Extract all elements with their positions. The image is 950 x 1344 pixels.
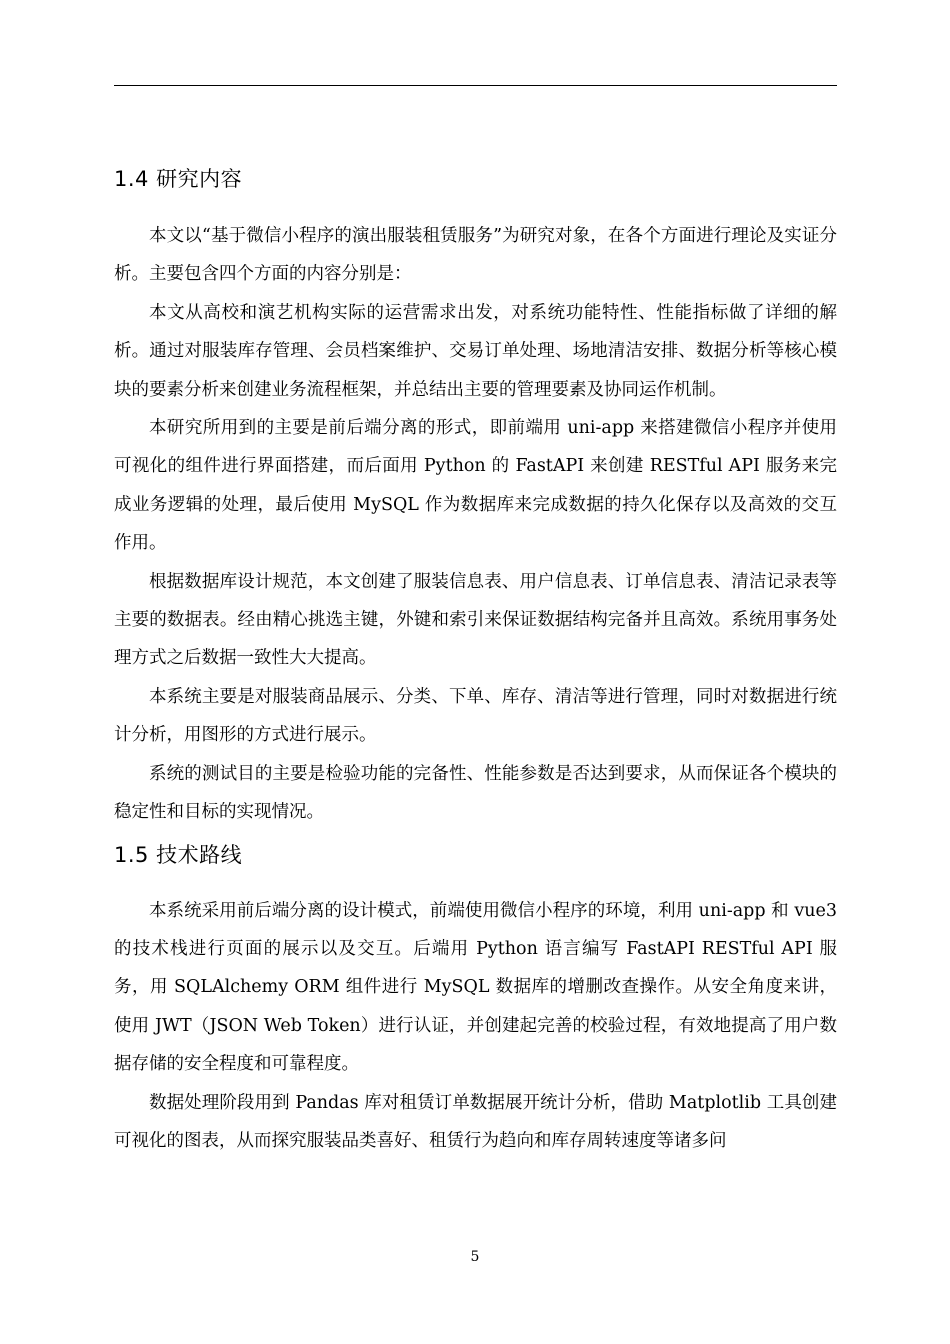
paragraph: 本研究所用到的主要是前后端分离的形式，即前端用 uni-app 来搭建微信小程序并使用可视化的组件进行界面搭建，而后面用 Python 的 FastAPI 来创建 RESTful API 服务来完成业务逻辑的处理，最后使用 MySQL 作为数据库来完成数据的持久化保存以及高效的交互作用。 [114,418,837,554]
paragraph: 数据处理阶段用到 Pandas 库对租赁订单数据展开统计分析，借助 Matplotlib 工具创建可视化的图表，从而探究服装品类喜好、租赁行为趋向和库存周转速度等诸多问 [114,1092,837,1151]
section-heading-research-content: 1.4 研究内容 [114,167,243,191]
paragraph: 本文以“基于微信小程序的演出服装租赁服务”为研究对象，在各个方面进行理论及实证分析。主要包含四个方面的内容分别是： [114,226,837,285]
page-content [114,150,837,1160]
paragraph: 系统的测试目的主要是检验功能的完备性、性能参数是否达到要求，从而保证各个模块的稳定性和目标的实现情况。 [114,763,837,823]
paragraph: 本文从高校和演艺机构实际的运营需求出发，对系统功能特性、性能指标做了详细的解析。通过对服装库存管理、会员档案维护、交易订单处理、场地清洁安排、数据分析等核心模块的要素分析来创建业务流程框架，并总结出主要的管理要素及协同运作机制。 [114,302,837,400]
paragraph: 本系统主要是对服装商品展示、分类、下单、库存、清洁等进行管理，同时对数据进行统计分析，用图形的方式进行展示。 [114,686,837,746]
section-heading-technical-route: 1.5 技术路线 [114,842,243,867]
header-rule [114,85,837,86]
paragraph: 本系统采用前后端分离的设计模式，前端使用微信小程序的环境，利用 uni-app 和 vue3 的技术栈进行页面的展示以及交互。后端用 Python 语言编写 FastAPI RESTful API 服务，用 SQLAlchemy ORM 组件进行 MySQL 数据库的增删改查操作。从安全角度来讲，使用 JWT（JSON Web Token）进行认证，并创建起完善的校验过程，有效地提高了用户数据存储的安全程度和可靠程度。 [114,900,837,1075]
page-number: 5 [470,1249,480,1265]
paragraph: 根据数据库设计规范，本文创建了服装信息表、用户信息表、订单信息表、清洁记录表等主要的数据表。经由精心挑选主键，外键和索引来保证数据结构完备并且高效。系统用事务处理方式之后数据一致性大大提高。 [114,571,837,669]
